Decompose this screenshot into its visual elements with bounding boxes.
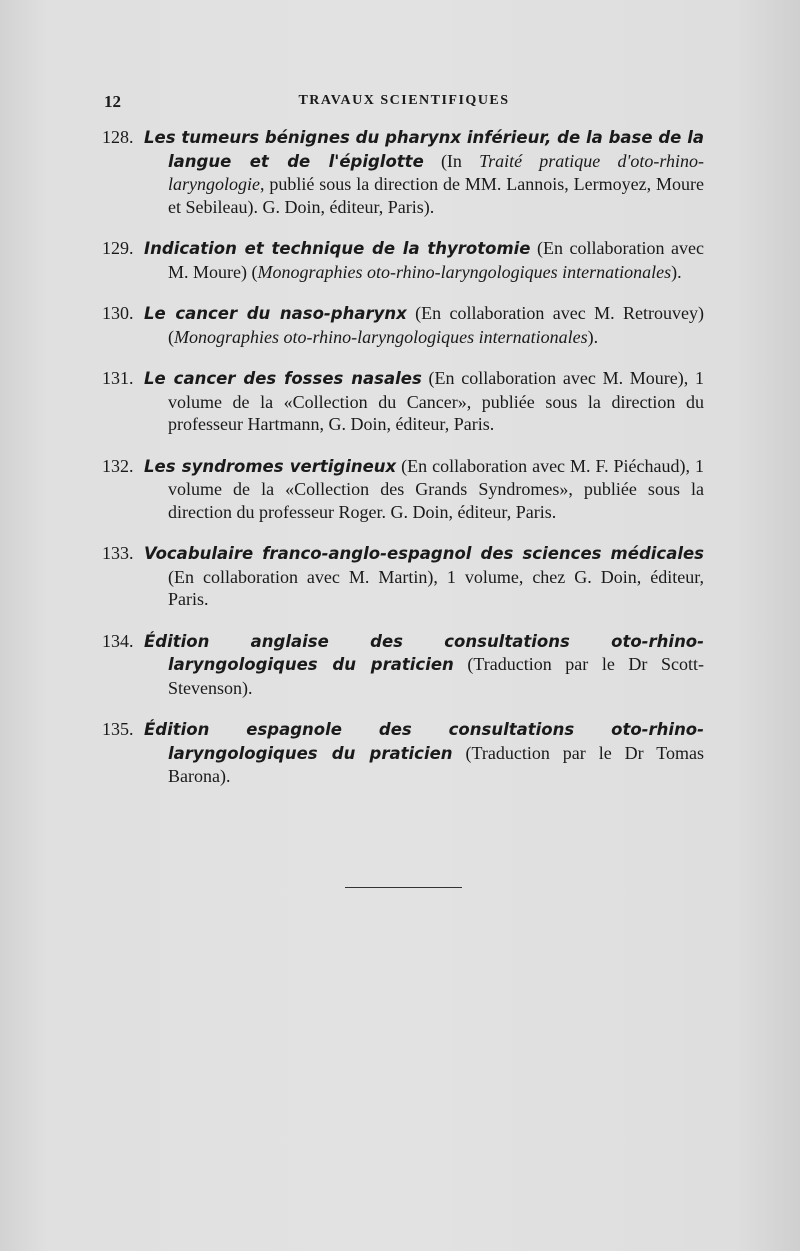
entry-body xyxy=(144,302,704,348)
page-number: 12 xyxy=(104,92,121,111)
entry-body xyxy=(144,542,704,611)
entry-title: Indication et technique de la thyrotomie xyxy=(144,239,531,258)
entry-number: 133 . xyxy=(102,542,134,565)
bibliography-entry xyxy=(102,237,704,283)
entry-text: (Traduction par le Dr Tomas Barona). xyxy=(168,742,704,786)
entry-title: Vocabulaire franco-anglo-espagnol des sciences médicales xyxy=(144,544,704,563)
entry-text-end: ). xyxy=(671,261,682,282)
entry-italic-text: Traité pratique d'oto-rhino-laryngologie xyxy=(168,150,704,194)
entry-number: 128 . xyxy=(102,126,134,149)
bibliography-entry xyxy=(102,455,704,524)
entry-number: 129 . xyxy=(102,237,134,260)
entry-number: 135 . xyxy=(102,718,134,741)
entry-italic-text: Monographies oto-rhino-laryngologiques internationales xyxy=(174,326,588,347)
entry-text: (Traduction par le Dr Scott-Stevenson). xyxy=(168,654,704,698)
entry-text: (In xyxy=(423,150,480,171)
entry-title: Le cancer des fosses nasales xyxy=(144,369,422,388)
entry-text: (En collaboration avec M. Moure), 1 volume de la «Collection du Cancer», publiée sous la direction du professeur Hartmann, G. Doin, éditeur, Paris. xyxy=(168,368,704,434)
bibliography-list xyxy=(102,126,704,807)
bibliography-entry xyxy=(102,630,704,700)
entry-number: 131 . xyxy=(102,367,134,390)
entry-text: (En collaboration avec M. Moure) ( xyxy=(168,238,704,282)
bibliography-entry xyxy=(102,718,704,788)
entry-text-end: ). xyxy=(587,326,599,347)
bibliography-entry xyxy=(102,367,704,436)
bibliography-entry xyxy=(102,302,704,348)
entry-body xyxy=(144,126,704,218)
entry-body xyxy=(144,455,704,524)
running-head xyxy=(104,92,704,114)
entry-body xyxy=(144,237,704,283)
entry-title: Les tumeurs bénignes du pharynx inférieur, de la base de la langue et de l'épiglotte xyxy=(144,128,704,171)
entry-text: (En collaboration avec M. Martin), 1 volume, chez G. Doin, éditeur, Paris. xyxy=(168,566,704,609)
entry-body xyxy=(144,718,704,788)
section-end-rule xyxy=(345,887,462,888)
entry-text: (En collaboration avec M. F. Piéchaud), 1 volume de la «Collection des Grands Syndromes», publiée sous la direction du professeur Roger. G. Doin, éditeur, Paris. xyxy=(168,455,704,522)
entry-italic-text: Monographies oto-rhino-laryngologiques internationales xyxy=(257,261,672,282)
entry-title: Les syndromes vertigineux xyxy=(144,456,397,476)
entry-text: (En collaboration avec M. Retrouvey) ( xyxy=(168,303,704,347)
entry-number: 130 . xyxy=(102,302,134,325)
entry-title: Édition espagnole des consultations oto-rhino-laryngologiques du praticien xyxy=(144,720,704,763)
entry-body xyxy=(144,367,704,436)
entry-text-end: , publié sous la direction de MM. Lannois, Lermoyez, Moure et Sebileau). G. Doin, éditeur, Paris). xyxy=(168,174,704,217)
entry-title: Le cancer du naso-pharynx xyxy=(144,304,407,323)
bibliography-entry xyxy=(102,542,704,611)
running-title: TRAVAUX SCIENTIFIQUES xyxy=(298,93,510,108)
bibliography-entry xyxy=(102,126,704,218)
entry-number: 134 . xyxy=(102,630,134,653)
entry-number: 132 . xyxy=(102,455,134,478)
entry-title: Édition anglaise des consultations oto-rhino-laryngologiques du praticien xyxy=(144,631,704,674)
entry-body xyxy=(144,630,704,700)
